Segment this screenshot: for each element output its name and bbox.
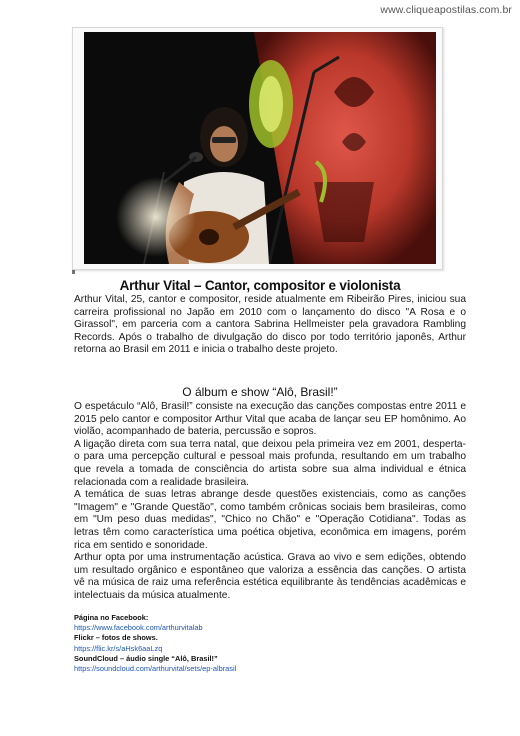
stage-illustration xyxy=(84,32,436,264)
flickr-link[interactable]: https://flic.kr/s/aHsk6aaLzq xyxy=(74,643,163,653)
performer-photo xyxy=(84,32,436,264)
album-paragraph: O espetáculo “Alô, Brasil!” consiste na execução das canções compostas entre 2011 e 2015 pelo cantor e compositor Arthur Vital que acaba de lançar seu EP homônimo. Ao violão, acompanhado de bateria, percussão e sopros. xyxy=(74,401,466,438)
facebook-label: Página no Facebook: xyxy=(74,613,149,622)
section-subtitle: O álbum e show “Alô, Brasil!” xyxy=(182,385,338,399)
album-paragraph: A temática de suas letras abrange desde questões existenciais, como as canções "Imagem" e "Grande Questão", como também crônicas sociais bem brasileiras, como em "Um peso duas medidas", "Chico no Chão" e "Operação Cotidiana". Todas as letras têm como característica uma poética objetiva, econômica em imagens, porém rica em sentido e sonoridade. xyxy=(74,489,466,551)
facebook-link[interactable]: https://www.facebook.com/arthurvitalab xyxy=(74,623,203,633)
soundcloud-link[interactable]: https://soundcloud.com/arthurvital/sets/ep-albrasil xyxy=(74,664,237,674)
album-paragraph: A ligação direta com sua terra natal, que deixou pela primeira vez em 2001, desperta-o para uma percepção cultural e pessoal mais profunda, resultando em um trabalho que revela a tomada de consciência do artista sobre sua alma individual e étnica relacionada com a realidade brasileira. xyxy=(74,438,466,488)
page-title: Arthur Vital – Cantor, compositor e violonista xyxy=(119,278,401,293)
site-watermark: www.cliqueapostilas.com.br xyxy=(380,4,512,16)
soundcloud-label: SoundCloud – áudio single “Alô, Brasil!” xyxy=(74,653,218,663)
flickr-label: Flickr – fotos de shows. xyxy=(74,633,158,643)
links-section xyxy=(74,613,236,674)
bio-paragraph: Arthur Vital, 25, cantor e compositor, reside atualmente em Ribeirão Pires, iniciou sua carreira profissional no Japão em 2010 com o lançamento do disco "A Rosa e o Girassol", em parceria com a cantora Sabrina Hellmeister pela gravadora Rambling Records. Após o trabalho de divulgação do disco por todo território japonês, Arthur retorna ao Brasil em 2011 e inicia o trabalho deste projeto. xyxy=(74,294,466,356)
album-paragraph: Arthur opta por uma instrumentação acústica. Grava ao vivo e sem edições, obtendo um resultado orgânico e espontâneo que valoriza a essência das canções. O artista vê na música de raiz uma referência estética equilibrante às tendências acadêmicas e intelectuais da música atualmente. xyxy=(74,552,466,601)
album-description xyxy=(74,401,466,603)
